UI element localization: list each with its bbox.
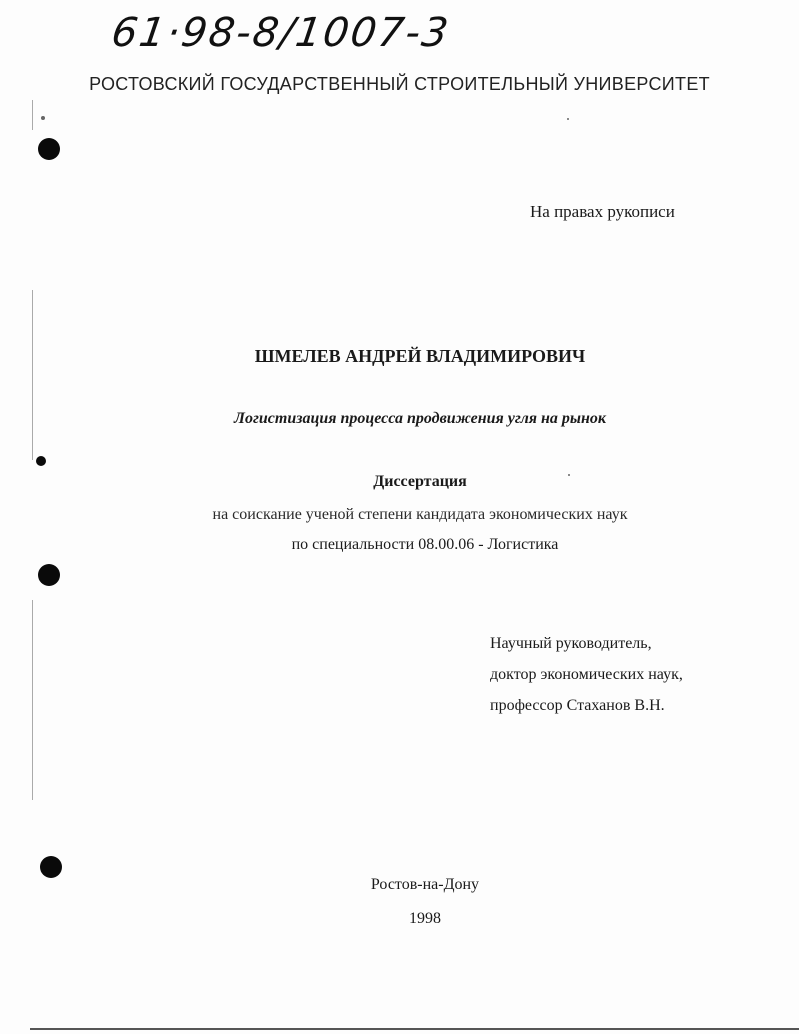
year: 1998 <box>409 910 441 927</box>
scan-bottom-line <box>30 1028 799 1030</box>
scan-edge-line <box>32 600 33 800</box>
scan-speck <box>567 118 569 120</box>
punch-hole <box>40 856 62 878</box>
supervisor-degree: доктор экономических наук, <box>490 666 683 683</box>
archive-handwritten-number: 61·98-8/1007-3 <box>108 10 453 56</box>
degree-line: на соискание ученой степени кандидата экономических наук <box>212 506 628 523</box>
rights-note: На правах рукописи <box>530 202 675 221</box>
punch-hole <box>38 138 60 160</box>
university-name: РОСТОВСКИЙ ГОСУДАРСТВЕННЫЙ СТРОИТЕЛЬНЫЙ УНИВЕРСИТЕТ <box>89 74 710 94</box>
work-type: Диссертация <box>373 473 467 490</box>
scan-speck <box>41 116 45 120</box>
city: Ростов-на-Дону <box>370 876 480 893</box>
supervisor-name: профессор Стаханов В.Н. <box>490 697 665 714</box>
supervisor-label: Научный руководитель, <box>490 635 652 652</box>
dissertation-title: Логистизация процесса продвижения угля на рынок <box>233 410 607 427</box>
supervisor-block <box>490 628 683 721</box>
punch-hole <box>36 456 46 466</box>
scan-edge-line <box>32 290 33 460</box>
author-name: ШМЕЛЕВ АНДРЕЙ ВЛАДИМИРОВИЧ <box>254 346 586 366</box>
specialty-line: по специальности 08.00.06 - Логистика <box>291 536 559 553</box>
punch-hole <box>38 564 60 586</box>
scan-edge-line <box>32 100 33 130</box>
